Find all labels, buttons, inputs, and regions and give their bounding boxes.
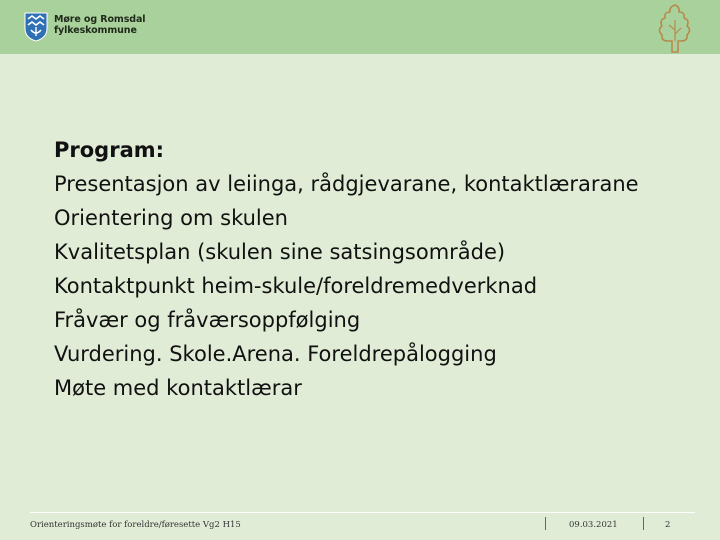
org-name-line2: fylkeskommune [54,25,137,36]
tree-icon [654,2,696,54]
list-item: Fråvær og fråværsoppfølging [54,308,361,332]
footer-date: 09.03.2021 [569,520,618,530]
list-item: Presentasjon av leiinga, rådgjevarane, kontaktlærarane [54,172,639,196]
list-item: Vurdering. Skole.Arena. Foreldrepålogging [54,342,497,366]
org-name [54,14,145,36]
program-list [54,133,694,405]
footer-divider [30,512,695,513]
footer-text: Orienteringsmøte for foreldre/føresette Vg2 H15 [30,520,241,530]
list-item: Kontaktpunkt heim-skule/foreldremedverknad [54,274,538,298]
footer-separator [545,517,546,530]
org-name-line1: Møre og Romsdal [54,14,146,25]
list-item: Orientering om skulen [54,206,288,230]
page-number: 2 [665,520,671,530]
program-title: Program: [54,138,165,162]
footer-separator [643,517,644,530]
list-item: Kvalitetsplan (skulen sine satsingsområde) [54,240,506,264]
coat-of-arms-icon [24,12,48,42]
list-item: Møte med kontaktlærar [54,376,302,400]
header-bar [0,0,720,54]
